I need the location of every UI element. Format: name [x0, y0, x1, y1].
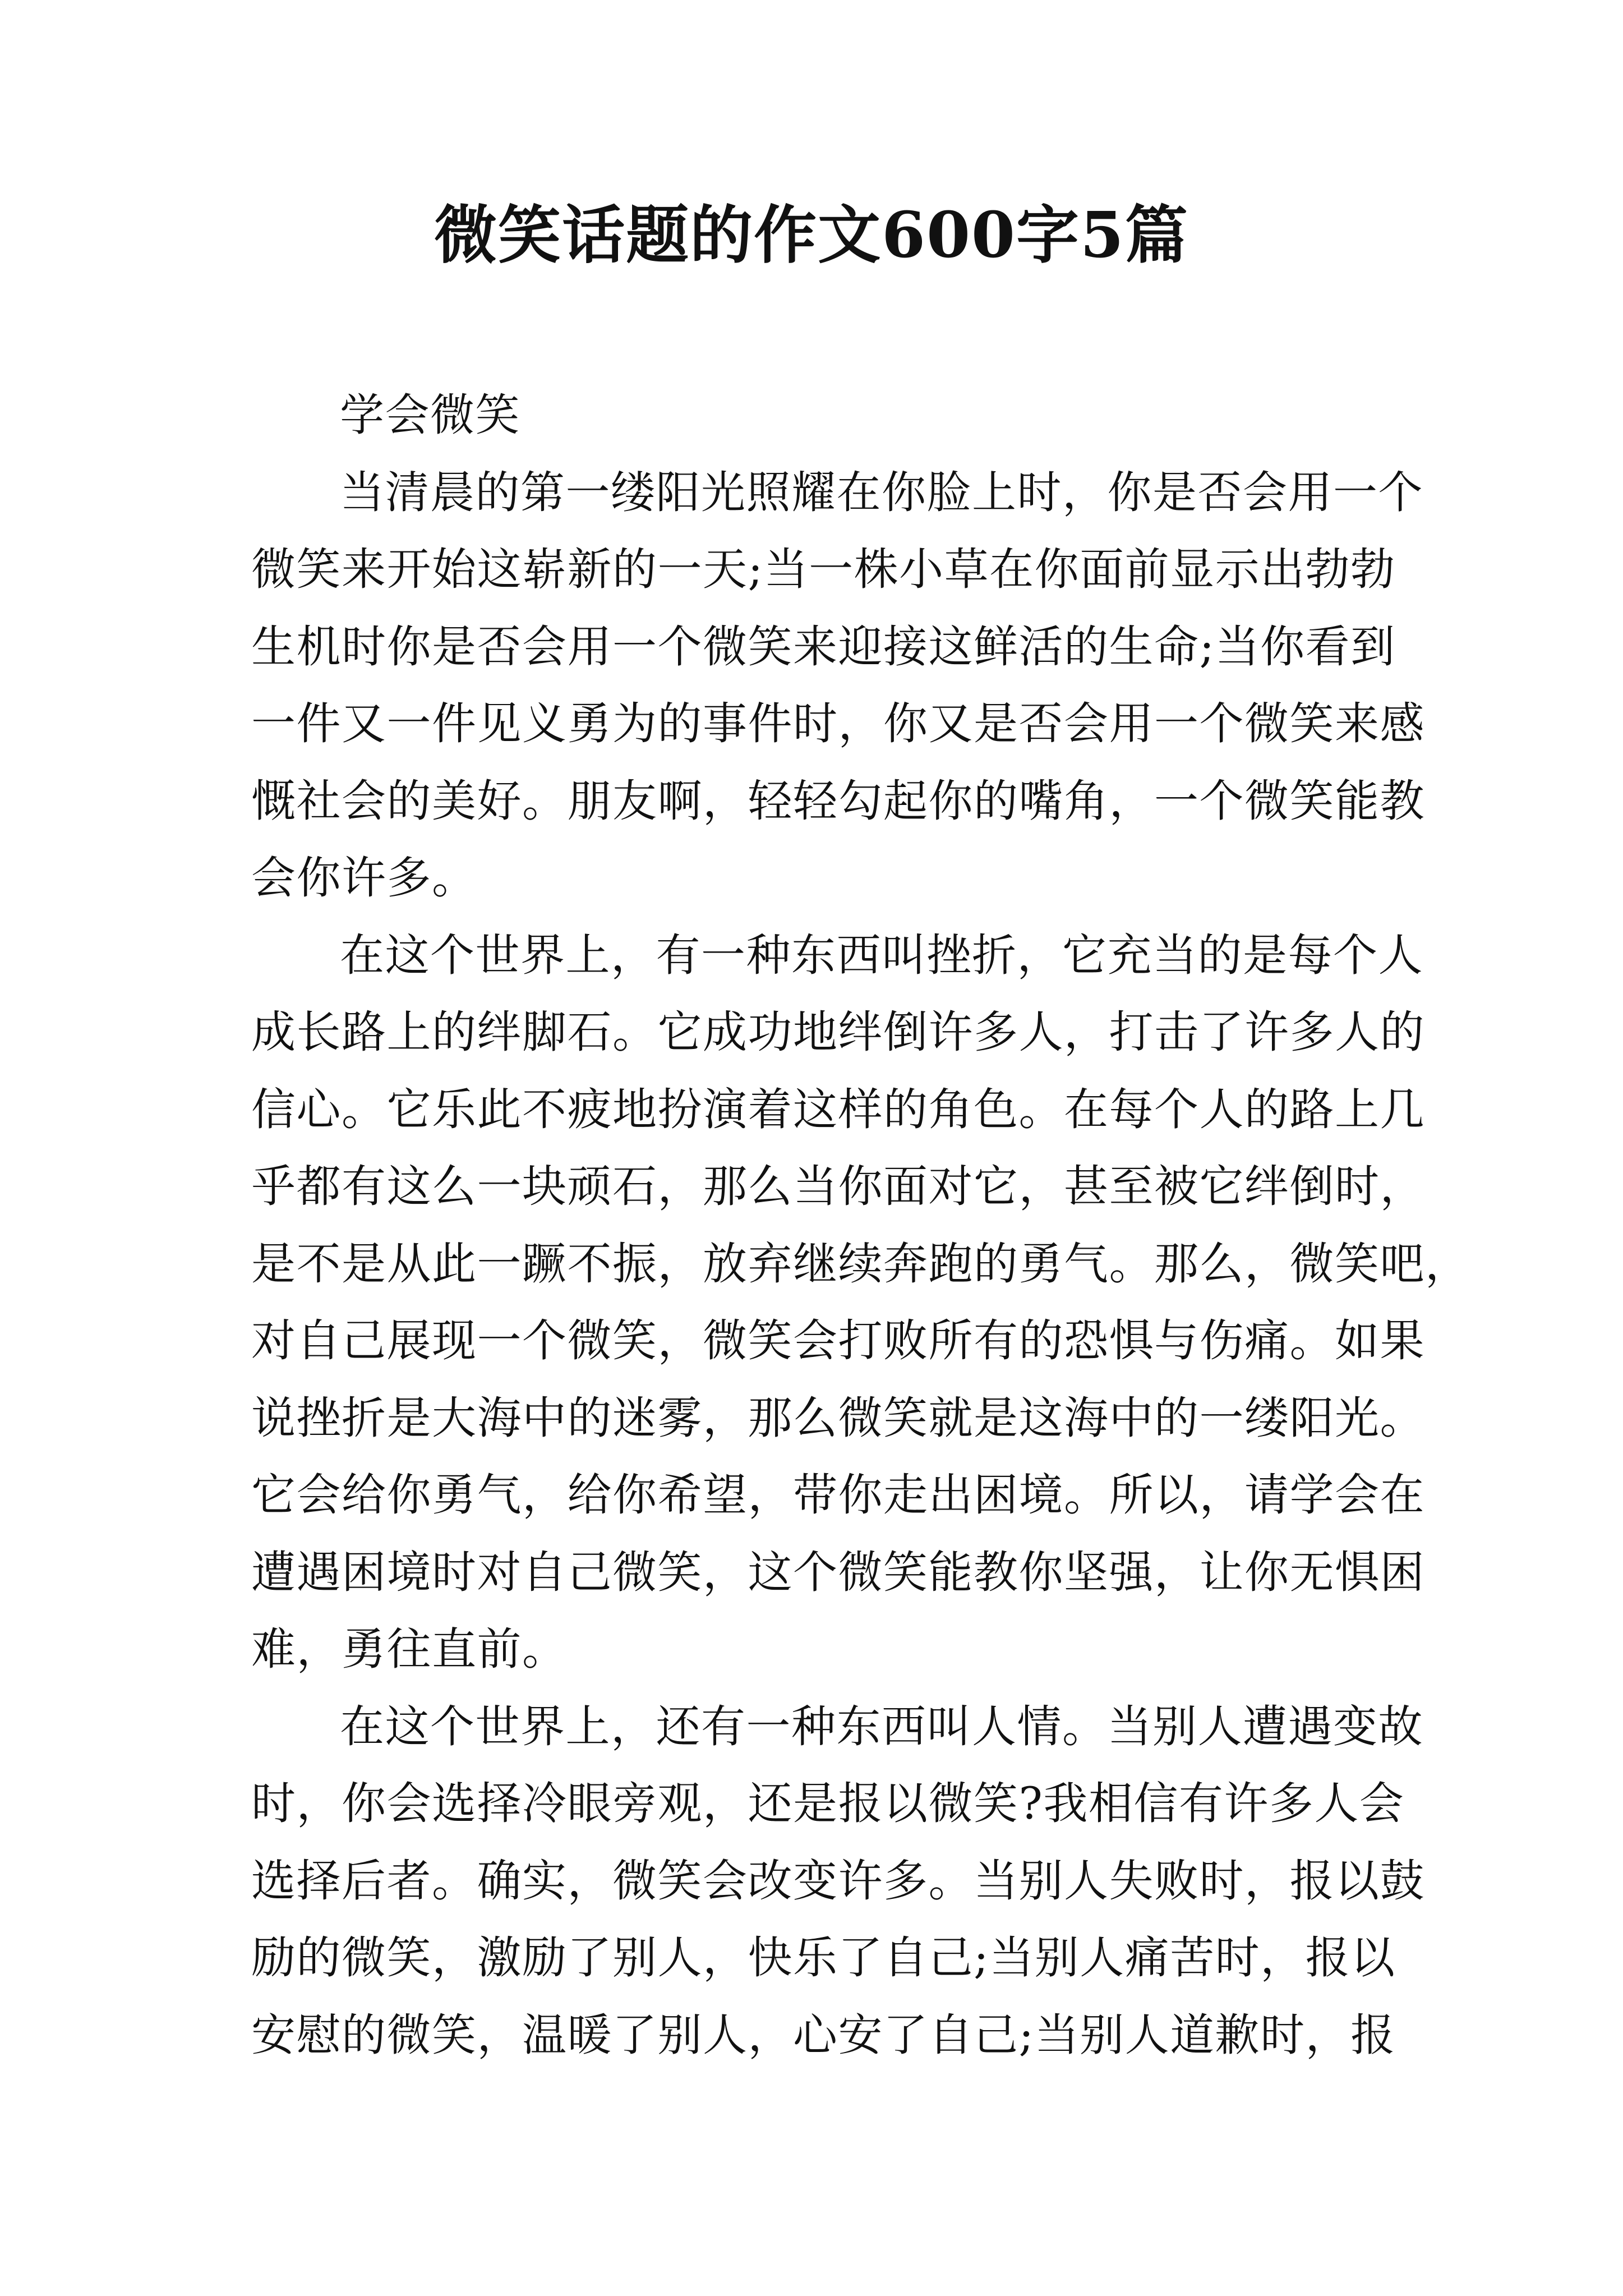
document-title: 微笑话题的作文600字5篇	[434, 199, 1189, 272]
paragraph-line: 安慰的微笑，温暖了别人，心安了自己;当别人道歉时，报	[251, 2009, 1396, 2061]
paragraph-line: 一件又一件见义勇为的事件时，你又是否会用一个微笑来感	[251, 698, 1425, 749]
paragraph-first-line: 当清晨的第一缕阳光照耀在你脸上时，你是否会用一个	[340, 466, 1423, 518]
paragraph-line: 是不是从此一蹶不振，放弃继续奔跑的勇气。那么，微笑吧，	[251, 1237, 1470, 1290]
document-body	[251, 377, 1470, 2074]
paragraph-line: 成长路上的绊脚石。它成功地绊倒许多人，打击了许多人的	[251, 1006, 1425, 1058]
paragraph-line: 说挫折是大海中的迷雾，那么微笑就是这海中的一缕阳光。	[251, 1392, 1425, 1444]
paragraph-line: 信心。它乐此不疲地扮演着这样的角色。在每个人的路上几	[251, 1083, 1425, 1135]
paragraph-line: 时，你会选择冷眼旁观，还是报以微笑?我相信有许多人会	[251, 1778, 1405, 1829]
paragraph-line: 遭遇困境时对自己微笑，这个微笑能教你坚强，让你无惧困	[251, 1546, 1425, 1598]
paragraph-line: 微笑来开始这崭新的一天;当一株小草在你面前显示出勃勃	[251, 544, 1396, 595]
paragraph-line: 慨社会的美好。朋友啊，轻轻勾起你的嘴角，一个微笑能教	[251, 775, 1425, 827]
paragraph-first-line: 学会微笑	[340, 389, 520, 441]
paragraph-line: 乎都有这么一块顽石，那么当你面对它，甚至被它绊倒时，	[251, 1161, 1425, 1212]
paragraph-line: 生机时你是否会用一个微笑来迎接这鲜活的生命;当你看到	[251, 620, 1396, 673]
paragraph-first-line: 在这个世界上，还有一种东西叫人情。当别人遭遇变故	[340, 1700, 1423, 1752]
paragraph-line: 难，勇往直前。	[251, 1623, 568, 1675]
paragraph-line: 对自己展现一个微笑，微笑会打败所有的恐惧与伤痛。如果	[251, 1315, 1425, 1366]
paragraph-line: 选择后者。确实，微笑会改变许多。当别人失败时，报以鼓	[251, 1855, 1425, 1907]
paragraph-line: 励的微笑，激励了别人，快乐了自己;当别人痛苦时，报以	[251, 1932, 1396, 1984]
paragraph-line: 它会给你勇气，给你希望，带你走出困境。所以，请学会在	[251, 1469, 1425, 1521]
paragraph-first-line: 在这个世界上，有一种东西叫挫折，它充当的是每个人	[340, 929, 1423, 981]
paragraph-line: 会你许多。	[251, 852, 477, 904]
